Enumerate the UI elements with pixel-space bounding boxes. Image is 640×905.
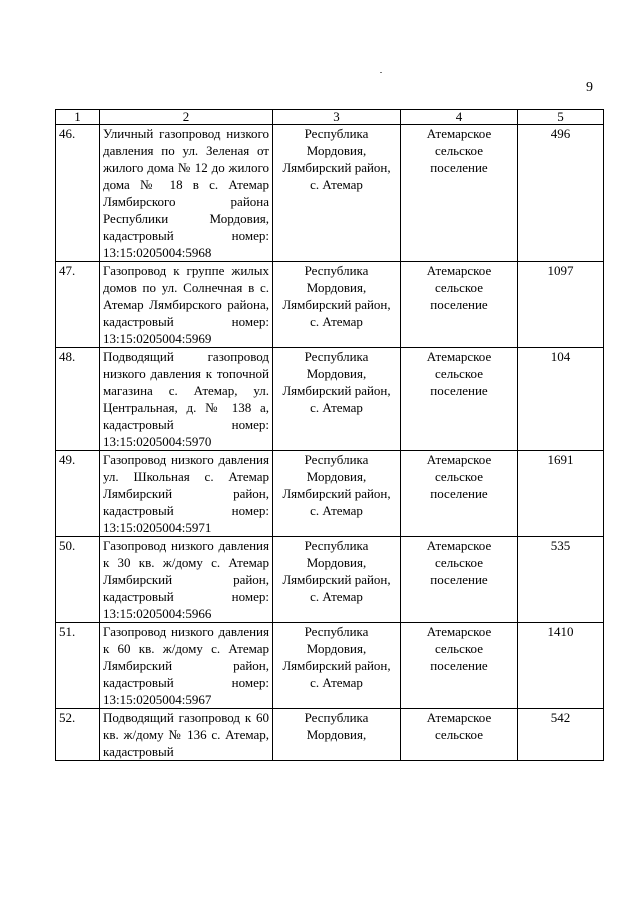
settlement-line: Атемарское	[426, 263, 492, 278]
location-cell	[273, 451, 401, 537]
settlement-cell	[401, 262, 518, 348]
location-line: с. Атемар	[310, 314, 363, 329]
table-row	[56, 709, 604, 761]
cadastral-number: 13:15:0205004:5969	[103, 331, 212, 346]
location-line: Лямбирский район,	[282, 658, 391, 673]
location-line: Мордовия,	[306, 366, 367, 381]
gas-pipeline-registry-table	[55, 109, 604, 761]
column-number-3: 3	[273, 110, 401, 125]
column-number-1: 1	[56, 110, 100, 125]
settlement-line: сельское	[435, 280, 483, 295]
length-value: 1691	[518, 451, 604, 537]
settlement-cell	[401, 451, 518, 537]
table-row	[56, 537, 604, 623]
length-value: 496	[518, 125, 604, 262]
settlement-line: сельское	[435, 143, 483, 158]
object-name-cell	[100, 125, 273, 262]
settlement-line: поселение	[430, 160, 488, 175]
settlement-line: сельское	[435, 727, 483, 742]
scan-artifact	[380, 72, 382, 73]
row-number: 50.	[56, 537, 100, 623]
location-line: Республика	[304, 263, 369, 278]
registry-body	[56, 125, 604, 761]
settlement-line: Атемарское	[426, 452, 492, 467]
settlement-line: Атемарское	[426, 624, 492, 639]
settlement-line: поселение	[430, 486, 488, 501]
location-line: с. Атемар	[310, 589, 363, 604]
cadastral-number: 13:15:0205004:5970	[103, 434, 212, 449]
settlement-cell	[401, 537, 518, 623]
settlement-line: поселение	[430, 658, 488, 673]
object-name-cell	[100, 623, 273, 709]
object-name: Подводящий газопровод низкого давления к топочной магазина с. Атемар, ул. Центральная, д. № 138 а, кадастровый номер:	[103, 349, 269, 432]
object-name-cell	[100, 709, 273, 761]
location-line: Республика	[304, 126, 369, 141]
length-value: 542	[518, 709, 604, 761]
object-name-cell	[100, 262, 273, 348]
settlement-line: сельское	[435, 469, 483, 484]
location-line: Мордовия,	[306, 469, 367, 484]
settlement-line: Атемарское	[426, 710, 492, 725]
location-line: Лямбирский район,	[282, 572, 391, 587]
location-cell	[273, 262, 401, 348]
cadastral-number: 13:15:0205004:5971	[103, 520, 212, 535]
object-name: Газопровод низкого давления ул. Школьная с. Атемар Лямбирский район, кадастровый номер:	[103, 452, 269, 518]
location-line: Мордовия,	[306, 143, 367, 158]
settlement-cell	[401, 125, 518, 262]
column-number-2: 2	[100, 110, 273, 125]
object-name: Газопровод низкого давления к 30 кв. ж/дому с. Атемар Лямбирский район, кадастровый номер:	[103, 538, 269, 604]
length-value: 1097	[518, 262, 604, 348]
table-row	[56, 623, 604, 709]
row-number: 52.	[56, 709, 100, 761]
object-name-cell	[100, 451, 273, 537]
settlement-line: Атемарское	[426, 349, 492, 364]
table-row	[56, 262, 604, 348]
length-value: 1410	[518, 623, 604, 709]
location-line: Лямбирский район,	[282, 383, 391, 398]
location-cell	[273, 125, 401, 262]
location-cell	[273, 709, 401, 761]
column-number-5: 5	[518, 110, 604, 125]
location-cell	[273, 623, 401, 709]
length-value: 535	[518, 537, 604, 623]
page-number: 9	[586, 80, 593, 95]
column-number-row	[56, 110, 604, 125]
table-row	[56, 348, 604, 451]
table-row	[56, 451, 604, 537]
location-line: с. Атемар	[310, 400, 363, 415]
location-line: Лямбирский район,	[282, 486, 391, 501]
row-number: 46.	[56, 125, 100, 262]
row-number: 49.	[56, 451, 100, 537]
settlement-line: сельское	[435, 366, 483, 381]
location-line: Лямбирский район,	[282, 160, 391, 175]
location-cell	[273, 348, 401, 451]
object-name: Подводящий газопровод к 60 кв. ж/дому № 136 с. Атемар, кадастровый	[103, 710, 269, 759]
row-number: 47.	[56, 262, 100, 348]
location-line: Республика	[304, 452, 369, 467]
location-line: Мордовия,	[306, 555, 367, 570]
length-value: 104	[518, 348, 604, 451]
location-line: с. Атемар	[310, 177, 363, 192]
cadastral-number: 13:15:0205004:5966	[103, 606, 212, 621]
object-name: Уличный газопровод низкого давления по ул. Зеленая от жилого дома № 12 до жилого дома № 18 в с. Атемар Лямбирского района Республики Мордовия, кадастровый номер:	[103, 126, 269, 243]
location-line: Лямбирский район,	[282, 297, 391, 312]
object-name: Газопровод низкого давления к 60 кв. ж/дому с. Атемар Лямбирский район, кадастровый номер:	[103, 624, 269, 690]
settlement-line: поселение	[430, 383, 488, 398]
location-line: Республика	[304, 538, 369, 553]
column-number-4: 4	[401, 110, 518, 125]
location-line: Республика	[304, 710, 369, 725]
settlement-line: поселение	[430, 572, 488, 587]
cadastral-number: 13:15:0205004:5968	[103, 245, 212, 260]
cadastral-number: 13:15:0205004:5967	[103, 692, 212, 707]
location-line: Мордовия,	[306, 280, 367, 295]
object-name-cell	[100, 537, 273, 623]
object-name-cell	[100, 348, 273, 451]
row-number: 51.	[56, 623, 100, 709]
location-cell	[273, 537, 401, 623]
settlement-line: поселение	[430, 297, 488, 312]
settlement-cell	[401, 709, 518, 761]
row-number: 48.	[56, 348, 100, 451]
settlement-line: сельское	[435, 555, 483, 570]
settlement-line: сельское	[435, 641, 483, 656]
location-line: Республика	[304, 349, 369, 364]
settlement-cell	[401, 623, 518, 709]
location-line: с. Атемар	[310, 675, 363, 690]
location-line: с. Атемар	[310, 503, 363, 518]
settlement-line: Атемарское	[426, 126, 492, 141]
settlement-line: Атемарское	[426, 538, 492, 553]
location-line: Мордовия,	[306, 727, 367, 742]
settlement-cell	[401, 348, 518, 451]
table-row	[56, 125, 604, 262]
location-line: Республика	[304, 624, 369, 639]
location-line: Мордовия,	[306, 641, 367, 656]
object-name: Газопровод к группе жилых домов по ул. Солнечная в с. Атемар Лямбирского района, кадастровый номер:	[103, 263, 269, 329]
